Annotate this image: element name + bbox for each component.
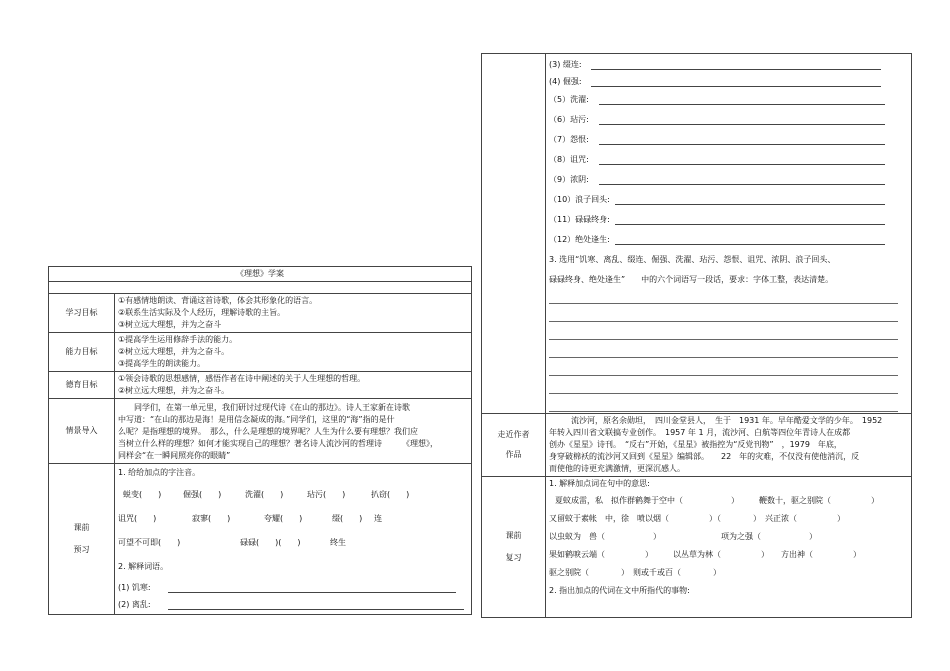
author-line: 年转入四川省文联搞专业创作。 1957 年 1 月，流沙河、白航等四位年青诗人在成都 — [549, 428, 851, 437]
vocab-label: （10）浪子回头: — [549, 195, 610, 204]
answer-blank[interactable] — [599, 154, 885, 165]
vocab-question: 2. 解释词语。 — [118, 562, 169, 571]
intro-line: 同学们，在第一单元里，我们研讨过现代诗《在山的那边》。诗人王家新在诗歌 — [134, 403, 410, 412]
ability-item: ③提高学生的朗读能力。 — [118, 359, 206, 368]
author-line: 而使他的诗更充满激情，更深沉感人。 — [549, 464, 685, 473]
vocab-line — [118, 579, 468, 596]
author-line: 创办《星星》诗刊。 “反右”开始，《星星》被指控为“反党刊物” ，1979 年底， — [549, 440, 842, 449]
pinyin-item: 洗濯( ) — [245, 490, 284, 499]
vocab-label: (1) 饥寒: — [118, 583, 151, 592]
vocab-line — [549, 110, 908, 130]
answer-blank[interactable] — [615, 214, 885, 225]
author-label-2: 作品 — [505, 450, 522, 459]
author-line: 流沙河，原名余勋坦， 四川金堂县人， 生于 1931 年。早年酷爱文学的少年。 1952 — [571, 416, 883, 425]
writing-line[interactable] — [549, 340, 898, 358]
author-content — [546, 414, 912, 477]
moral-item: ①领会诗歌的思想感情，感悟作者在诗中阐述的关于人生理想的哲理。 — [118, 374, 366, 383]
pronoun-question: 2. 指出加点的代词在文中所指代的事物: — [549, 586, 690, 595]
answer-blank[interactable] — [168, 599, 464, 610]
writing-line[interactable] — [549, 304, 898, 322]
intro-line: 中写道：“在山的那边是海！是用信念凝成的海。”同学们，这里的“海”指的是什 — [118, 415, 395, 424]
answer-blank[interactable] — [591, 59, 881, 70]
spacer-row — [49, 282, 472, 294]
vocab-line — [549, 150, 908, 170]
review-question: 1. 解释加点词在句中的意思: — [549, 479, 650, 488]
vocab-label: （7）怨恨: — [549, 135, 589, 144]
intro-line: 么呢？是指理想的境界。 那么，什么是理想的境界呢？人生为什么要有理想？我们应 — [118, 427, 418, 436]
pinyin-item: 可望不可即( ) — [118, 538, 181, 547]
author-label-1: 走近作者 — [497, 430, 530, 439]
goals-content — [115, 294, 472, 333]
worksheet-title: 《理想》学案 — [49, 267, 472, 282]
pinyin-item: 碌碌( )( ) — [240, 538, 301, 547]
review-line: 夏蚊成雷，私 拟作群鹤舞于空中（ ） 鞭数十，驱之别院（ ） — [555, 496, 879, 505]
goal-item: ①有感情地朗读、背诵这首诗歌，体会其形象化的语言。 — [118, 296, 318, 305]
vocab-line — [549, 130, 908, 150]
answer-blank[interactable] — [599, 114, 885, 125]
vocab-label: （5）洗濯: — [549, 95, 589, 104]
vocab-line — [549, 210, 908, 230]
vocab-continued-content — [546, 54, 912, 414]
answer-blank[interactable] — [599, 134, 885, 145]
pinyin-item: 倔强( ) — [183, 490, 222, 499]
pinyin-row — [118, 537, 468, 549]
pinyin-item: 玷污( ) — [307, 490, 346, 499]
pinyin-row — [118, 513, 468, 525]
vocab-line — [549, 90, 908, 110]
vocab-label: （9）浓阴: — [549, 175, 589, 184]
right-worksheet-table — [481, 53, 912, 618]
moral-content — [115, 372, 472, 399]
preview-label-2: 预习 — [73, 545, 90, 554]
vocab-continued-label — [482, 54, 546, 414]
vocab-label: （12）绝处逢生: — [549, 235, 610, 244]
ability-item: ①提高学生运用修辞手法的能力。 — [118, 335, 238, 344]
review-content — [546, 477, 912, 618]
pinyin-item: 蜕变( ) — [123, 490, 162, 499]
ability-item: ②树立远大理想，并为之奋斗。 — [118, 347, 230, 356]
vocab-label: (3) 缀连: — [549, 60, 582, 69]
ability-content — [115, 333, 472, 372]
vocab-line — [549, 190, 908, 210]
goal-item: ②联系生活实际及个人经历，理解诗歌的主旨。 — [118, 308, 286, 317]
vocab-label: （6）玷污: — [549, 115, 589, 124]
vocab-line — [549, 73, 908, 90]
ability-label: 能力目标 — [49, 333, 115, 372]
answer-blank[interactable] — [599, 174, 885, 185]
review-label — [482, 477, 546, 618]
writing-question-line: 碌碌终身、绝处逢生” 中的六个词语写一段话，要求：字体工整，表达清楚。 — [549, 275, 834, 284]
pinyin-item: 诅咒( ) — [118, 514, 157, 523]
author-label — [482, 414, 546, 477]
answer-blank[interactable] — [615, 194, 885, 205]
vocab-line — [118, 596, 468, 613]
intro-content — [115, 399, 472, 464]
answer-blank[interactable] — [599, 94, 885, 105]
pinyin-item: 终生 — [330, 538, 346, 547]
pinyin-item: 夸耀( ) — [264, 514, 303, 523]
vocab-line — [549, 56, 908, 73]
vocab-label: (2) 离乱: — [118, 600, 151, 609]
intro-line: 同样会“在一瞬间照亮你的眼睛” — [118, 451, 231, 460]
author-line: 身穿破棉袄的流沙河又回到《星星》编辑部。 22 年的灾难，不仅没有使他消沉，反 — [549, 452, 860, 461]
vocab-label: （11）碌碌终身: — [549, 215, 610, 224]
goal-item: ③树立远大理想，并为之奋斗 — [118, 320, 222, 329]
left-worksheet-table — [48, 266, 472, 615]
writing-line[interactable] — [549, 322, 898, 340]
vocab-line — [549, 230, 908, 250]
pinyin-item: 扒窃( ) — [371, 490, 410, 499]
review-label-2: 复习 — [505, 553, 522, 562]
pinyin-row — [118, 489, 468, 501]
writing-line[interactable] — [549, 286, 898, 304]
goals-label: 学习目标 — [49, 294, 115, 333]
answer-blank[interactable] — [591, 76, 881, 87]
pinyin-question: 1. 给给加点的字注音。 — [118, 468, 201, 477]
preview-label-1: 课前 — [73, 523, 90, 532]
writing-question-line: 3. 选用“饥寒、离乱、缀连、倔强、洗濯、玷污、怨恨、诅咒、浓阴、浪子回头、 — [549, 255, 836, 264]
intro-label: 情景导入 — [49, 399, 115, 464]
pinyin-item: 缀( ) — [332, 514, 363, 523]
moral-item: ②树立远大理想，并为之奋斗。 — [118, 386, 230, 395]
pinyin-item: 连 — [374, 514, 382, 523]
vocab-label: （8）诅咒: — [549, 155, 589, 164]
review-line: 以虫蚁为 兽（ ） 项为之强（ ） — [549, 532, 817, 541]
writing-line[interactable] — [549, 394, 898, 412]
pinyin-item: 寂寥( ) — [192, 514, 231, 523]
answer-blank[interactable] — [615, 234, 885, 245]
vocab-label: (4) 倔强: — [549, 77, 582, 86]
vocab-line — [549, 170, 908, 190]
preview-content — [115, 464, 472, 615]
review-line: 又留蚊于素帐 中，徐 喷以烟（ ）（ ） 兴正浓（ ） — [549, 514, 845, 523]
answer-blank[interactable] — [168, 582, 456, 593]
writing-line[interactable] — [549, 358, 898, 376]
preview-label — [49, 464, 115, 615]
writing-line[interactable] — [549, 376, 898, 394]
review-line: 驱之别院（ ） 则或千或百（ ） — [549, 568, 721, 577]
review-line: 果如鹤唳云端（ ） 以丛草为林（ ） 方出神（ ） — [549, 550, 861, 559]
moral-label: 德育目标 — [49, 372, 115, 399]
intro-line: 当树立什么样的理想？如何才能实现自己的理想？著名诗人流沙河的哲理诗 《理想》， — [118, 439, 438, 448]
review-label-1: 课前 — [505, 531, 522, 540]
